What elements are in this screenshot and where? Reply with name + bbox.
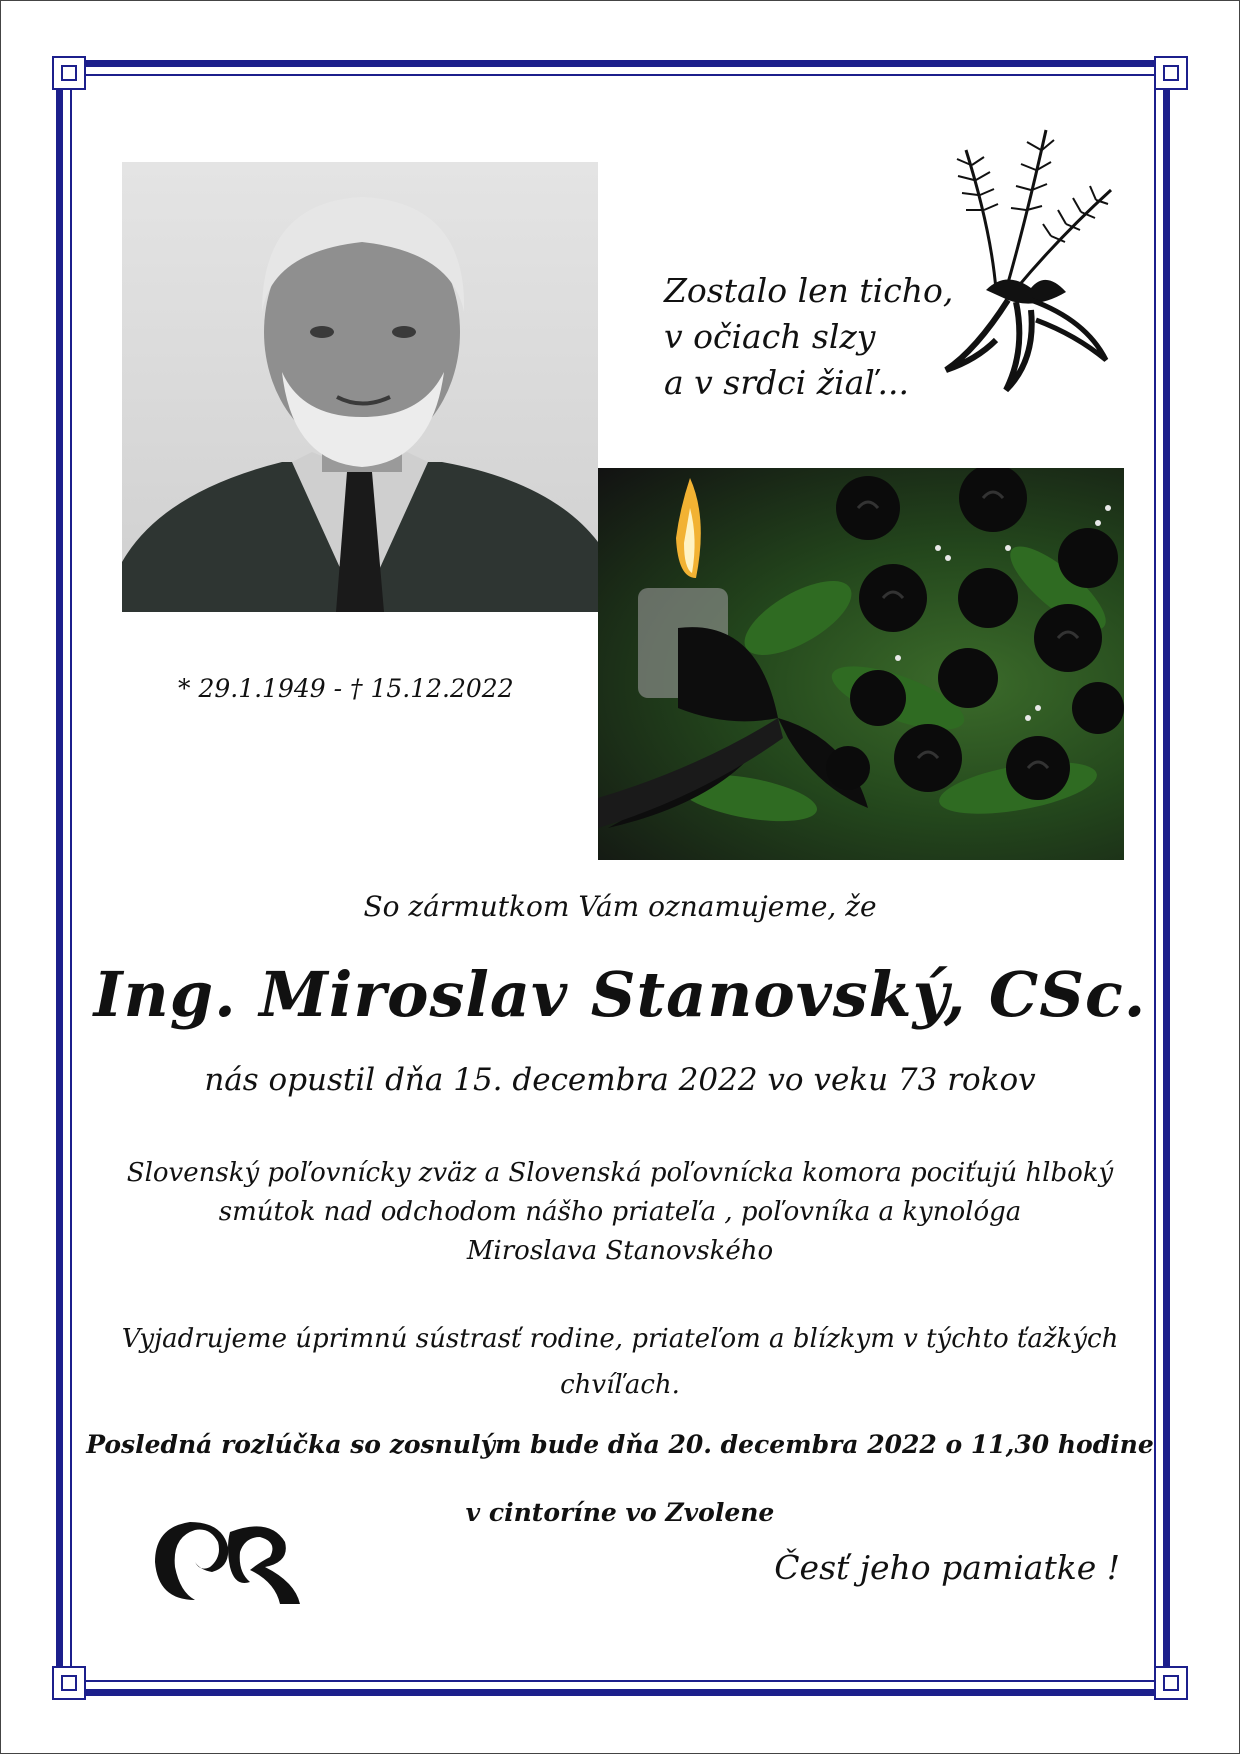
funeral-place: v cintoríne vo Zvolene — [465, 1498, 775, 1527]
fir-branch-ribbon-icon — [936, 120, 1132, 394]
memorial-quote — [664, 268, 964, 406]
frame-corner-ornament — [1154, 56, 1188, 90]
paragraph-line: Vyjadrujeme úprimnú sústrasť rodine, priateľom a blízkym v týchto ťažkých — [121, 1324, 1119, 1354]
paragraph-line: Slovenský poľovnícky zväz a Slovenská poľovnícka komora pociťujú hlboký — [126, 1158, 1114, 1188]
portrait-photo — [122, 162, 598, 612]
candle-roses-image — [598, 468, 1124, 860]
paragraph-line: chvíľach. — [560, 1370, 680, 1400]
frame-corner-ornament — [52, 56, 86, 90]
sympathy-paragraph — [80, 1316, 1160, 1408]
quote-line: v očiach slzy — [664, 317, 876, 356]
quote-line: a v srdci žiaľ... — [664, 363, 909, 402]
quote-line: Zostalo len ticho, — [664, 271, 954, 310]
frame-corner-ornament — [1154, 1666, 1188, 1700]
paragraph-line: Miroslava Stanovského — [466, 1236, 774, 1266]
monogram-ornament-icon — [150, 1512, 310, 1608]
funeral-details: Posledná rozlúčka so zosnulým bude dňa 20. decembra 2022 o 11,30 hodine — [86, 1430, 1154, 1459]
union-condolence-paragraph — [80, 1154, 1160, 1271]
deceased-name: Ing. Miroslav Stanovský, CSc. — [93, 958, 1147, 1031]
announcement-intro: So zármutkom Vám oznamujeme, že — [363, 890, 877, 923]
passing-statement: nás opustil dňa 15. decembra 2022 vo veku 73 rokov — [204, 1062, 1036, 1098]
birth-death-dates: * 29.1.1949 - † 15.12.2022 — [178, 674, 514, 703]
honor-memory-text: Česť jeho pamiatke ! — [774, 1548, 1120, 1587]
frame-corner-ornament — [52, 1666, 86, 1700]
paragraph-line: smútok nad odchodom nášho priateľa , poľovníka a kynológa — [218, 1197, 1022, 1227]
